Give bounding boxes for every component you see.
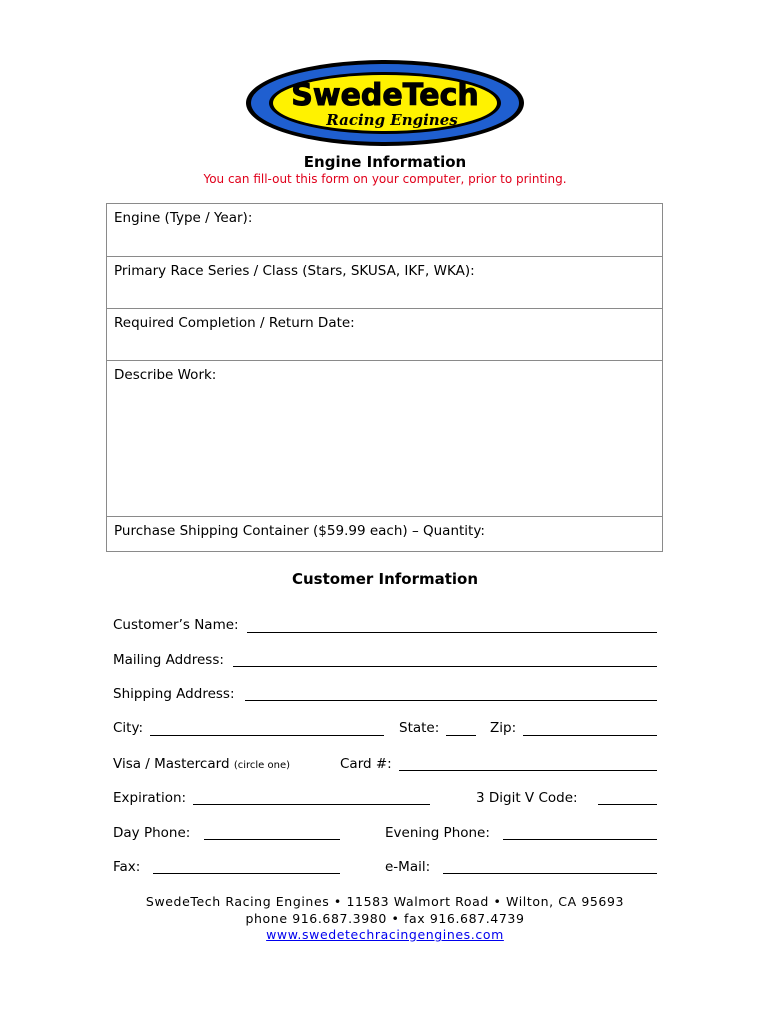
email-label: e-Mail: <box>385 859 431 875</box>
city-input-line[interactable] <box>150 735 384 736</box>
footer-phone-fax: phone 916.687.3980 • fax 916.687.4739 <box>245 911 525 926</box>
circle-one-note: (circle one) <box>233 760 290 771</box>
engine-type-field[interactable] <box>107 204 662 257</box>
email-input-line[interactable] <box>443 873 657 874</box>
card-type-label: Visa / Mastercard <box>113 756 230 772</box>
zip-label: Zip: <box>490 720 517 736</box>
shipping-container-label: Purchase Shipping Container ($59.99 each) – Quantity: <box>114 523 485 539</box>
card-number-input-line[interactable] <box>399 770 657 771</box>
evening-phone-input-line[interactable] <box>503 839 657 840</box>
cvc-input-line[interactable] <box>598 804 657 805</box>
city-label: City: <box>113 720 144 736</box>
engine-type-label: Engine (Type / Year): <box>114 210 253 226</box>
zip-input-line[interactable] <box>523 735 657 736</box>
race-series-label: Primary Race Series / Class (Stars, SKUSA, IKF, WKA): <box>114 263 475 279</box>
customer-name-label: Customer’s Name: <box>113 617 239 633</box>
mailing-address-label: Mailing Address: <box>113 652 224 668</box>
mailing-address-input-line[interactable] <box>233 666 657 667</box>
swedetech-logo <box>244 58 526 148</box>
fax-label: Fax: <box>113 859 141 875</box>
evening-phone-label: Evening Phone: <box>385 825 490 841</box>
shipping-address-input-line[interactable] <box>245 700 657 701</box>
completion-date-field[interactable] <box>107 309 662 361</box>
describe-work-label: Describe Work: <box>114 367 217 383</box>
describe-work-field[interactable] <box>107 361 662 517</box>
cvc-label: 3 Digit V Code: <box>476 790 578 806</box>
engine-info-table <box>106 203 663 552</box>
customer-name-input-line[interactable] <box>247 632 657 633</box>
state-input-line[interactable] <box>446 735 476 736</box>
day-phone-label: Day Phone: <box>113 825 191 841</box>
logo-tagline-text: Racing Engines <box>326 111 458 129</box>
expiration-input-line[interactable] <box>193 804 430 805</box>
completion-date-label: Required Completion / Return Date: <box>114 315 355 331</box>
footer-address: SwedeTech Racing Engines • 11583 Walmort Road • Wilton, CA 95693 <box>145 894 625 909</box>
state-label: State: <box>399 720 440 736</box>
shipping-address-label: Shipping Address: <box>113 686 235 702</box>
logo-brand-text: SwedeTech <box>291 78 479 113</box>
day-phone-input-line[interactable] <box>204 839 340 840</box>
engine-info-heading: Engine Information <box>303 153 467 171</box>
website-link[interactable]: www.swedetechracingengines.com <box>266 927 504 942</box>
card-type-field[interactable] <box>113 756 290 772</box>
shipping-container-quantity-field[interactable] <box>107 517 662 551</box>
race-series-field[interactable] <box>107 257 662 309</box>
expiration-label: Expiration: <box>113 790 187 806</box>
card-number-label: Card #: <box>340 756 392 772</box>
fax-input-line[interactable] <box>153 873 340 874</box>
customer-info-heading: Customer Information <box>291 570 479 588</box>
fill-out-note: You can fill-out this form on your computer, prior to printing. <box>203 172 567 186</box>
